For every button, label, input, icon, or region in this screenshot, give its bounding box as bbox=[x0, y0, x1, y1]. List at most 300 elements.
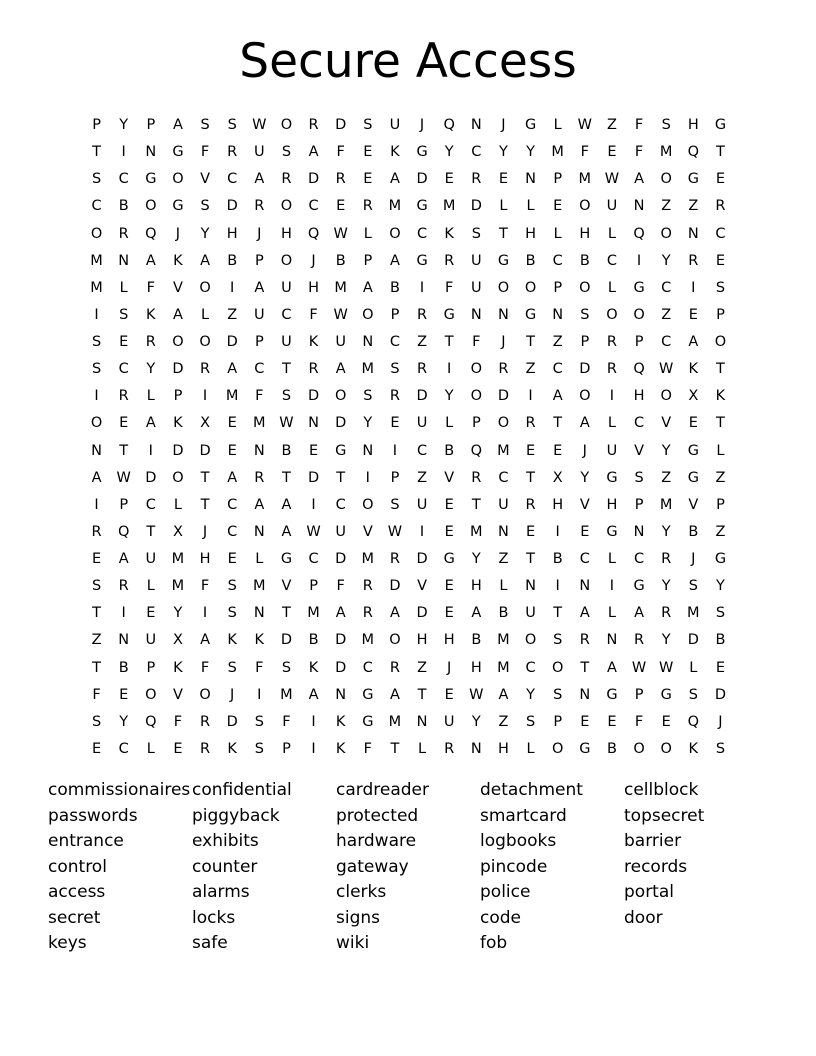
grid-letter: P bbox=[282, 740, 291, 757]
grid-letter: I bbox=[202, 388, 208, 405]
grid-letter: E bbox=[227, 442, 237, 459]
grid-letter: S bbox=[227, 605, 237, 622]
grid-letter: Y bbox=[444, 388, 454, 405]
grid-letter: H bbox=[280, 225, 292, 242]
grid-letter: A bbox=[579, 605, 590, 622]
grid-letter: B bbox=[308, 632, 319, 649]
word-item: passwords bbox=[48, 805, 138, 826]
grid-letter: M bbox=[687, 605, 700, 622]
grid-letter: R bbox=[145, 334, 156, 350]
grid-letter: S bbox=[281, 388, 292, 405]
grid-letter: A bbox=[91, 469, 102, 486]
grid-letter: G bbox=[687, 469, 699, 486]
grid-letter: U bbox=[389, 117, 401, 133]
grid-letter: E bbox=[580, 523, 590, 540]
grid-letter: D bbox=[335, 415, 347, 432]
grid-letter: Q bbox=[470, 442, 483, 459]
grid-letter: C bbox=[145, 496, 156, 513]
grid-letter: O bbox=[172, 469, 184, 486]
grid-letter: Y bbox=[661, 442, 671, 459]
word-item: gateway bbox=[336, 856, 409, 877]
grid-letter: S bbox=[91, 578, 102, 595]
grid-letter: H bbox=[687, 117, 699, 133]
grid-letter: A bbox=[335, 361, 346, 378]
grid-letter: N bbox=[579, 578, 591, 595]
grid-letter: L bbox=[119, 279, 128, 296]
grid-letter: S bbox=[254, 740, 264, 757]
grid-letter: L bbox=[418, 740, 427, 757]
grid-letter: K bbox=[146, 306, 156, 323]
grid-letter: C bbox=[498, 469, 509, 486]
grid-letter: P bbox=[553, 713, 563, 730]
grid-letter: U bbox=[145, 632, 157, 649]
grid-letter: P bbox=[716, 306, 725, 323]
grid-row bbox=[83, 329, 734, 356]
grid-letter: Y bbox=[526, 686, 535, 703]
grid-letter: S bbox=[281, 144, 292, 161]
grid-letter: D bbox=[172, 442, 184, 459]
grid-letter: H bbox=[470, 578, 482, 595]
grid-letter: P bbox=[634, 496, 644, 513]
grid-row bbox=[83, 465, 734, 492]
grid-letter: N bbox=[470, 117, 482, 133]
grid-letter: D bbox=[226, 713, 238, 730]
grid-letter: R bbox=[118, 225, 129, 242]
grid-letter: Y bbox=[716, 578, 725, 595]
grid-letter: J bbox=[501, 117, 506, 133]
grid-letter: K bbox=[688, 361, 699, 378]
grid-letter: A bbox=[172, 306, 183, 323]
grid-letter: E bbox=[553, 198, 563, 215]
grid-letter: O bbox=[470, 361, 483, 378]
grid-letter: O bbox=[280, 252, 293, 269]
grid-letter: N bbox=[362, 334, 374, 350]
grid-letter: N bbox=[687, 225, 699, 242]
grid-letter: J bbox=[230, 686, 235, 703]
grid-letter: R bbox=[688, 252, 699, 269]
grid-letter: I bbox=[691, 279, 696, 296]
grid-letter: T bbox=[526, 469, 535, 486]
grid-letter: P bbox=[553, 279, 563, 296]
grid-letter: D bbox=[416, 388, 428, 405]
grid-letter: I bbox=[609, 388, 615, 405]
grid-letter: F bbox=[336, 144, 345, 161]
grid-letter: G bbox=[714, 117, 727, 133]
grid-letter: P bbox=[390, 306, 400, 323]
grid-letter: S bbox=[200, 117, 210, 133]
grid-letter: N bbox=[362, 442, 374, 459]
grid-letter: F bbox=[336, 578, 345, 595]
grid-letter: H bbox=[606, 496, 618, 513]
grid-letter: B bbox=[688, 523, 699, 540]
grid-letter: R bbox=[200, 713, 211, 730]
grid-letter: Y bbox=[119, 713, 129, 730]
grid-letter: R bbox=[118, 388, 129, 405]
grid-letter: A bbox=[118, 551, 129, 567]
grid-letter: Q bbox=[117, 523, 130, 540]
grid-letter: D bbox=[416, 171, 428, 188]
word-item: code bbox=[480, 907, 521, 928]
grid-letter: M bbox=[171, 551, 185, 567]
grid-letter: C bbox=[606, 252, 617, 269]
grid-letter: V bbox=[362, 523, 373, 540]
grid-letter: A bbox=[200, 252, 211, 269]
grid-letter: S bbox=[688, 686, 698, 703]
word-item: logbooks bbox=[480, 831, 557, 851]
grid-letter: C bbox=[118, 361, 129, 378]
grid-letter: T bbox=[200, 496, 210, 513]
grid-letter: P bbox=[146, 117, 156, 133]
grid-letter: W bbox=[577, 117, 592, 133]
grid-letter: M bbox=[361, 361, 375, 378]
grid-letter: S bbox=[390, 496, 400, 513]
grid-letter: O bbox=[90, 415, 103, 432]
grid-row bbox=[83, 519, 734, 546]
grid-row bbox=[83, 600, 734, 627]
grid-letter: Z bbox=[91, 632, 102, 649]
grid-letter: N bbox=[118, 632, 130, 649]
grid-letter: D bbox=[199, 442, 211, 459]
grid-letter: D bbox=[470, 198, 482, 215]
grid-letter: H bbox=[443, 632, 455, 649]
grid-letter: Y bbox=[173, 605, 183, 622]
grid-letter: R bbox=[254, 469, 265, 486]
page-title: Secure Access bbox=[239, 34, 577, 89]
grid-letter: T bbox=[716, 361, 725, 378]
grid-letter: B bbox=[606, 740, 617, 757]
grid-letter: D bbox=[714, 686, 727, 703]
grid-letter: Z bbox=[715, 469, 726, 486]
grid-letter: C bbox=[389, 334, 400, 350]
grid-letter: N bbox=[335, 686, 347, 703]
grid-letter: I bbox=[230, 279, 235, 296]
grid-letter: F bbox=[634, 144, 644, 161]
grid-letter: F bbox=[92, 686, 101, 703]
grid-letter: E bbox=[525, 442, 536, 459]
grid-letter: E bbox=[580, 713, 590, 730]
grid-letter: Z bbox=[417, 334, 428, 350]
grid-letter: N bbox=[525, 171, 536, 188]
grid-letter: A bbox=[254, 279, 265, 296]
grid-letter: E bbox=[227, 551, 237, 567]
grid-letter: F bbox=[200, 578, 210, 595]
grid-letter: N bbox=[606, 632, 618, 649]
grid-letter: E bbox=[688, 306, 698, 323]
grid-letter: O bbox=[660, 171, 672, 188]
grid-letter: M bbox=[361, 551, 375, 567]
grid-letter: W bbox=[333, 306, 348, 323]
grid-letter: G bbox=[660, 686, 672, 703]
grid-letter: T bbox=[92, 605, 101, 622]
grid-letter: W bbox=[333, 225, 348, 242]
word-column bbox=[192, 778, 336, 957]
grid-letter: N bbox=[91, 442, 102, 459]
grid-letter: R bbox=[308, 361, 319, 378]
grid-letter: D bbox=[226, 198, 238, 215]
grid-letter: H bbox=[579, 225, 591, 242]
grid-letter: I bbox=[555, 578, 560, 595]
grid-letter: R bbox=[91, 523, 102, 540]
grid-letter: N bbox=[633, 198, 645, 215]
grid-letter: V bbox=[172, 686, 183, 703]
word-item: exhibits bbox=[192, 831, 259, 851]
grid-letter: H bbox=[497, 740, 509, 757]
grid-letter: L bbox=[526, 740, 535, 757]
grid-letter: V bbox=[281, 578, 292, 595]
grid-letter: S bbox=[390, 361, 400, 378]
grid-letter: M bbox=[90, 279, 103, 296]
grid-letter: V bbox=[172, 279, 183, 296]
grid-letter: R bbox=[389, 551, 400, 567]
grid-row bbox=[83, 573, 734, 600]
grid-letter: Q bbox=[443, 117, 455, 133]
grid-letter: G bbox=[416, 252, 428, 269]
grid-letter: I bbox=[528, 388, 533, 405]
grid-letter: C bbox=[715, 225, 726, 242]
grid-letter: U bbox=[281, 279, 292, 296]
grid-letter: Z bbox=[661, 469, 672, 486]
grid-letter: H bbox=[633, 388, 645, 405]
grid-letter: J bbox=[419, 117, 425, 133]
grid-letter: K bbox=[227, 740, 237, 757]
grid-letter: V bbox=[634, 442, 645, 459]
grid-letter: O bbox=[660, 388, 672, 405]
grid-letter: C bbox=[281, 306, 292, 323]
grid-letter: M bbox=[90, 252, 103, 269]
grid-letter: N bbox=[308, 415, 319, 432]
grid-letter: L bbox=[499, 198, 508, 215]
word-item: detachment bbox=[480, 780, 583, 800]
grid-letter: S bbox=[91, 171, 102, 188]
grid-letter: S bbox=[254, 713, 264, 730]
grid-letter: R bbox=[661, 551, 672, 567]
grid-letter: T bbox=[417, 686, 427, 703]
grid-letter: Z bbox=[417, 659, 428, 676]
grid-letter: V bbox=[200, 171, 211, 188]
word-item: counter bbox=[192, 856, 258, 877]
word-item: confidential bbox=[192, 780, 292, 800]
grid-letter: N bbox=[633, 523, 645, 540]
grid-letter: A bbox=[552, 388, 563, 405]
grid-letter: I bbox=[202, 605, 208, 622]
grid-letter: I bbox=[636, 252, 642, 269]
grid-letter: T bbox=[92, 659, 101, 676]
grid-letter: P bbox=[363, 252, 373, 269]
grid-letter: A bbox=[145, 252, 156, 269]
word-item: topsecret bbox=[624, 805, 705, 826]
grid-letter: N bbox=[416, 713, 428, 730]
grid-letter: R bbox=[281, 171, 292, 188]
grid-letter: G bbox=[687, 171, 699, 188]
grid-letter: E bbox=[688, 415, 698, 432]
grid-letter: L bbox=[607, 225, 616, 242]
grid-letter: C bbox=[118, 171, 129, 188]
grid-letter: I bbox=[555, 523, 560, 540]
grid-letter: D bbox=[497, 388, 510, 405]
grid-letter: N bbox=[498, 306, 509, 323]
grid-letter: U bbox=[606, 442, 618, 459]
grid-letter: K bbox=[173, 415, 183, 432]
grid-letter: O bbox=[579, 388, 591, 405]
grid-letter: M bbox=[659, 496, 673, 513]
word-item: signs bbox=[336, 907, 381, 928]
grid-row bbox=[83, 112, 734, 139]
grid-letter: O bbox=[389, 632, 401, 649]
grid-letter: G bbox=[579, 740, 591, 757]
grid-row bbox=[83, 655, 734, 682]
grid-letter: D bbox=[226, 334, 238, 350]
grid-letter: V bbox=[688, 496, 699, 513]
grid-letter: T bbox=[336, 469, 346, 486]
grid-letter: G bbox=[172, 198, 184, 215]
grid-letter: L bbox=[363, 225, 372, 242]
grid-letter: J bbox=[202, 523, 208, 540]
grid-letter: R bbox=[118, 578, 129, 595]
grid-letter: O bbox=[90, 225, 103, 242]
word-item: portal bbox=[624, 882, 674, 902]
grid-letter: A bbox=[362, 279, 373, 296]
grid-letter: E bbox=[661, 713, 671, 730]
grid-letter: A bbox=[471, 605, 482, 622]
grid-letter: X bbox=[172, 632, 183, 649]
grid-row bbox=[83, 302, 734, 329]
grid-letter: O bbox=[389, 225, 401, 242]
grid-letter: E bbox=[390, 415, 400, 432]
grid-letter: P bbox=[634, 686, 644, 703]
grid-letter: M bbox=[659, 144, 673, 161]
grid-letter: I bbox=[419, 523, 425, 540]
word-column bbox=[336, 778, 480, 957]
grid-letter: S bbox=[553, 686, 563, 703]
grid-letter: D bbox=[307, 171, 320, 188]
grid-letter: G bbox=[145, 171, 157, 188]
grid-letter: D bbox=[335, 551, 347, 567]
grid-letter: Z bbox=[715, 523, 726, 540]
grid-letter: U bbox=[335, 334, 346, 350]
grid-letter: N bbox=[525, 578, 536, 595]
grid-letter: I bbox=[257, 686, 262, 703]
grid-letter: G bbox=[362, 713, 374, 730]
grid-letter: O bbox=[579, 198, 591, 215]
grid-letter: O bbox=[497, 279, 510, 296]
grid-letter: H bbox=[470, 659, 482, 676]
grid-letter: A bbox=[281, 496, 292, 513]
grid-letter: P bbox=[92, 117, 101, 133]
grid-letter: M bbox=[497, 442, 510, 459]
grid-letter: Q bbox=[633, 225, 645, 242]
grid-letter: M bbox=[253, 415, 266, 432]
grid-letter: G bbox=[714, 551, 727, 567]
grid-letter: A bbox=[227, 469, 238, 486]
grid-letter: L bbox=[607, 415, 616, 432]
grid-letter: S bbox=[688, 578, 698, 595]
grid-letter: K bbox=[173, 252, 183, 269]
grid-letter: O bbox=[199, 686, 211, 703]
grid-letter: G bbox=[687, 442, 699, 459]
grid-letter: N bbox=[498, 523, 509, 540]
grid-letter: K bbox=[335, 740, 346, 757]
grid-letter: G bbox=[524, 306, 537, 323]
grid-letter: R bbox=[227, 144, 238, 161]
grid-letter: Z bbox=[688, 198, 699, 215]
word-item: commissionaires bbox=[48, 780, 191, 800]
grid-letter: A bbox=[688, 334, 699, 350]
grid-letter: C bbox=[417, 442, 428, 459]
grid-letter: C bbox=[552, 252, 563, 269]
word-item: access bbox=[48, 882, 106, 902]
grid-letter: A bbox=[335, 605, 346, 622]
grid-letter: L bbox=[146, 740, 155, 757]
grid-letter: W bbox=[387, 523, 403, 540]
grid-letter: N bbox=[253, 442, 265, 459]
grid-letter: O bbox=[199, 279, 211, 296]
grid-letter: O bbox=[362, 306, 374, 323]
grid-letter: I bbox=[94, 306, 99, 323]
grid-letter: D bbox=[416, 551, 428, 567]
grid-letter: I bbox=[311, 713, 316, 730]
grid-letter: O bbox=[579, 279, 591, 296]
grid-letter: F bbox=[255, 388, 264, 405]
grid-letter: U bbox=[606, 198, 618, 215]
grid-letter: F bbox=[200, 659, 210, 676]
grid-letter: A bbox=[389, 171, 400, 188]
grid-letter: R bbox=[254, 198, 265, 215]
grid-letter: J bbox=[447, 659, 452, 676]
grid-letter: K bbox=[173, 659, 183, 676]
grid-letter: W bbox=[469, 686, 484, 703]
grid-letter: A bbox=[389, 686, 400, 703]
grid-letter: W bbox=[659, 659, 674, 676]
grid-letter: E bbox=[715, 171, 726, 188]
grid-letter: O bbox=[280, 198, 293, 215]
grid-letter: T bbox=[553, 605, 563, 622]
grid-letter: N bbox=[253, 605, 265, 622]
grid-letter: C bbox=[308, 551, 319, 567]
grid-letter: J bbox=[175, 225, 181, 242]
grid-letter: A bbox=[227, 361, 238, 378]
grid-letter: Y bbox=[444, 144, 454, 161]
grid-row bbox=[83, 492, 734, 519]
grid-letter: W bbox=[604, 171, 620, 188]
grid-letter: Z bbox=[606, 117, 617, 133]
grid-letter: D bbox=[579, 361, 591, 378]
word-item: door bbox=[624, 907, 663, 928]
grid-letter: L bbox=[499, 578, 508, 595]
word-item: protected bbox=[336, 805, 419, 826]
grid-letter: I bbox=[365, 469, 370, 486]
grid-letter: L bbox=[146, 578, 155, 595]
grid-letter: S bbox=[661, 117, 671, 133]
grid-letter: S bbox=[634, 469, 644, 486]
grid-letter: L bbox=[255, 551, 264, 567]
grid-letter: S bbox=[119, 306, 129, 323]
grid-letter: L bbox=[553, 117, 562, 133]
grid-letter: A bbox=[145, 415, 156, 432]
grid-letter: F bbox=[309, 306, 318, 323]
grid-letter: U bbox=[416, 415, 428, 432]
grid-letter: T bbox=[390, 740, 400, 757]
grid-letter: M bbox=[388, 198, 402, 215]
grid-letter: C bbox=[525, 659, 536, 676]
grid-letter: P bbox=[716, 496, 725, 513]
grid-letter: K bbox=[227, 632, 237, 649]
grid-letter: X bbox=[688, 388, 699, 405]
grid-letter: W bbox=[631, 659, 647, 676]
grid-letter: A bbox=[389, 605, 400, 622]
grid-letter: B bbox=[281, 442, 292, 459]
grid-letter: D bbox=[687, 632, 699, 649]
grid-letter: T bbox=[282, 469, 291, 486]
